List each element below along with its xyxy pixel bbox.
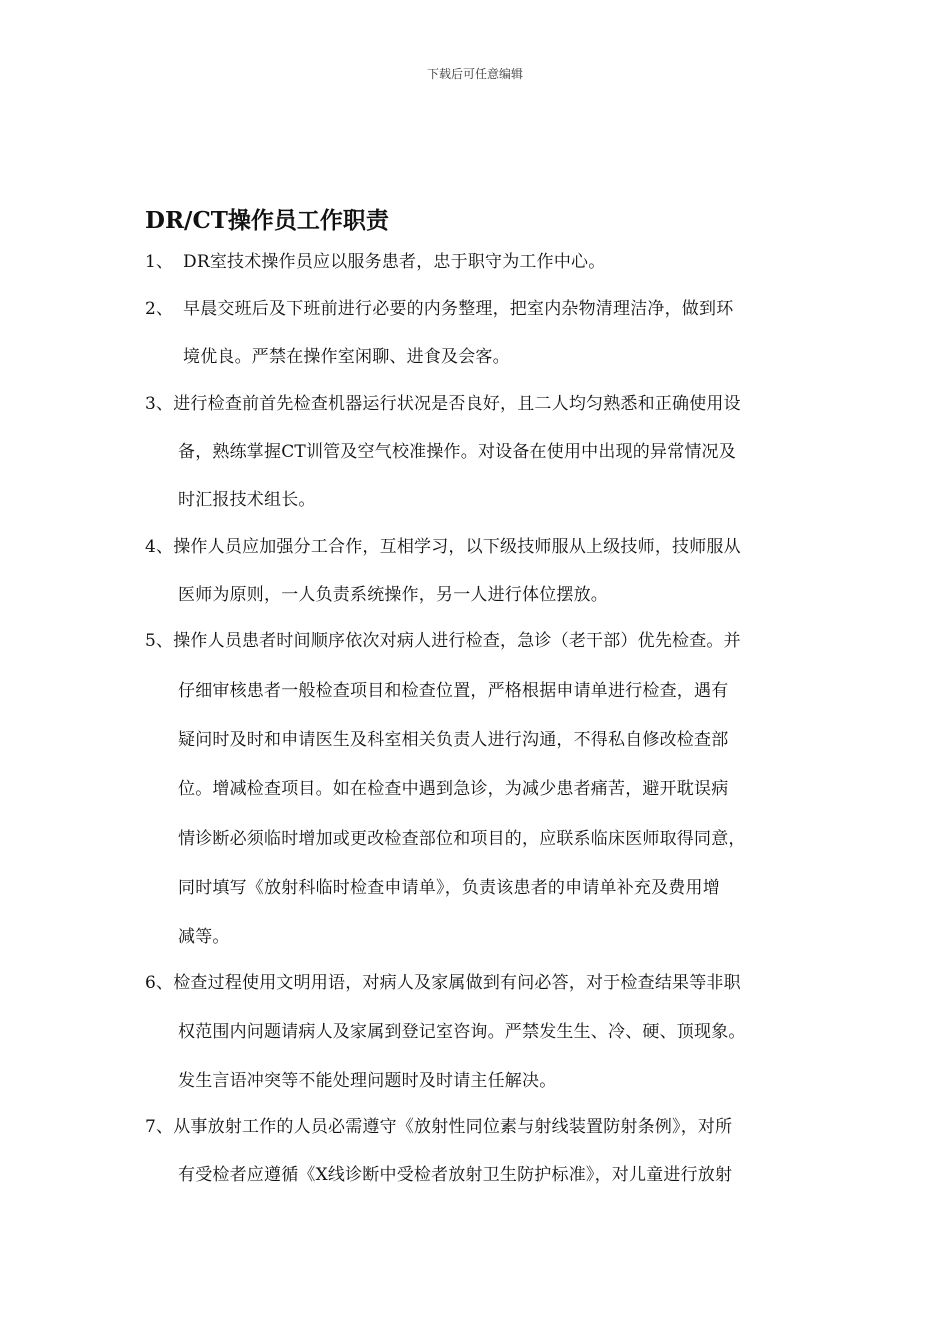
item-3-line-3: 时汇报技术组长。 <box>178 490 316 510</box>
item-5-line-2: 仔细审核患者一般检查项目和检查位置，严格根据申请单进行检查，遇有 <box>178 681 729 701</box>
item-1-line-1 <box>145 250 605 274</box>
item-number: 1、 <box>145 252 174 272</box>
item-text: DR室技术操作员应以服务患者，忠于职守为工作中心。 <box>183 252 606 272</box>
item-text: 从事放射工作的人员必需遵守《放射性同位素与射线装置防射条例》，对所 <box>173 1117 733 1137</box>
document-title: DR/CT操作员工作职责 <box>145 207 389 234</box>
item-7-line-1 <box>145 1115 732 1139</box>
item-number: 7、 <box>145 1117 174 1137</box>
item-text: 进行检查前首先检查机器运行状况是否良好，且二人均匀熟悉和正确使用设 <box>173 394 741 414</box>
item-5-line-1 <box>145 629 741 653</box>
item-5-line-6: 同时填写《放射科临时检查申请单》，负责该患者的申请单补充及费用增 <box>178 878 720 898</box>
item-number: 3、 <box>145 394 174 414</box>
item-number: 4、 <box>145 537 174 557</box>
header-note: 下载后可任意编辑 <box>426 67 523 81</box>
item-6-line-1 <box>145 971 741 995</box>
item-6-line-3: 发生言语冲突等不能处理问题时及时请主任解决。 <box>178 1071 557 1091</box>
item-3-line-2: 备，熟练掌握CT训管及空气校准操作。对设备在使用中出现的异常情况及 <box>178 442 736 462</box>
item-5-line-3: 疑问时及时和申请医生及科室相关负责人进行沟通，不得私自修改检查部 <box>178 730 729 750</box>
item-2-line-1 <box>145 297 733 321</box>
item-5-line-5: 情诊断必须临时增加或更改检查部位和项目的，应联系临床医师取得同意， <box>178 829 746 849</box>
item-number: 6、 <box>145 973 174 993</box>
item-text: 操作人员患者时间顺序依次对病人进行检查，急诊（老干部）优先检查。并 <box>173 631 741 651</box>
item-5-line-4: 位。增减检查项目。如在检查中遇到急诊，为减少患者痛苦，避开耽误病 <box>178 779 729 799</box>
item-7-line-2: 有受检者应遵循《X线诊断中受检者放射卫生防护标准》，对儿童进行放射 <box>178 1165 733 1185</box>
item-4-line-2: 医师为原则，一人负责系统操作，另一人进行体位摆放。 <box>178 585 608 605</box>
item-5-line-7: 减等。 <box>178 927 230 947</box>
item-6-line-2: 权范围内问题请病人及家属到登记室咨询。严禁发生生、冷、硬、顶现象。 <box>178 1022 746 1042</box>
item-3-line-1 <box>145 392 741 416</box>
item-number: 2、 <box>145 299 174 319</box>
item-number: 5、 <box>145 631 174 651</box>
item-2-line-2: 境优良。严禁在操作室闲聊、进食及会客。 <box>183 347 510 367</box>
item-4-line-1 <box>145 535 741 559</box>
item-text: 检查过程使用文明用语，对病人及家属做到有问必答，对于检查结果等非职 <box>173 973 741 993</box>
item-text: 早晨交班后及下班前进行必要的内务整理，把室内杂物清理洁净，做到环 <box>183 299 734 319</box>
item-text: 操作人员应加强分工合作，互相学习，以下级技师服从上级技师，技师服从 <box>173 537 741 557</box>
